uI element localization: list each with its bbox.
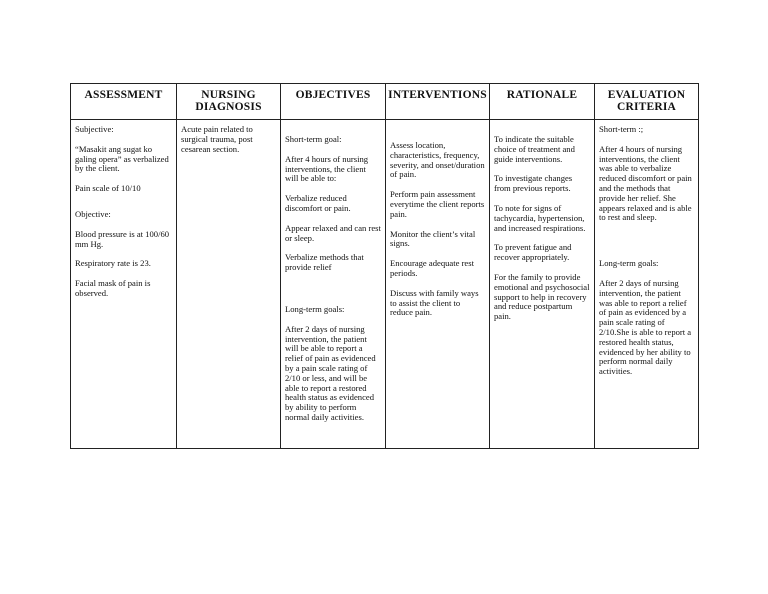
assessment-cell (71, 120, 177, 449)
intervention-item: Assess location, characteristics, frequency, severity, and onset/duration of pain. (390, 140, 487, 180)
evaluation-cell (595, 120, 699, 449)
header-rationale: RATIONALE (490, 84, 595, 120)
long-term-goal-text: After 2 days of nursing intervention, the patient will be able to report a relief of pain as evidenced by a pain scale rating of 2/10 or less, and will be able to report a restored health status as evidenced by ability to perform normal daily activities. (285, 323, 378, 422)
header-row (71, 84, 699, 120)
header-interventions: INTERVENTIONS (386, 84, 490, 120)
evaluation-long-label: Long-term goals: (599, 258, 659, 269)
pain-scale: Pain scale of 10/10 (75, 183, 141, 194)
objective-item: Verbalize methods that provide relief (285, 252, 366, 273)
interventions-cell (386, 120, 490, 449)
intervention-item: Monitor the client’s vital signs. (390, 228, 478, 249)
long-term-goal-label: Long-term goals: (285, 303, 345, 314)
diagnosis-cell (177, 120, 281, 449)
header-assessment: ASSESSMENT (71, 84, 177, 120)
objective-item: Appear relaxed and can rest or sleep. (285, 222, 384, 243)
intervention-item: Discuss with family ways to assist the client to reduce pain. (390, 287, 481, 318)
rationale-item: To investigate changes from previous reports. (494, 173, 575, 194)
intervention-item: Encourage adequate rest periods. (390, 258, 477, 278)
short-term-goal-intro: After 4 hours of nursing interventions, the client will be able to: (285, 153, 371, 184)
rationale-item: To indicate the suitable choice of treatment and guide interventions. (494, 134, 578, 164)
subjective-label: Subjective: (75, 124, 114, 134)
rationale-cell (490, 120, 595, 449)
objective-item: Verbalize reduced discomfort or pain. (285, 193, 351, 213)
rationale-item: To note for signs of tachycardia, hypertension, and increased respirations. (494, 202, 587, 233)
rationale-item: For the family to provide emotional and psychosocial support to help in recovery and reduce postpartum pain. (494, 271, 592, 322)
respiratory-rate: Respiratory rate is 23. (75, 258, 151, 269)
facial-mask: Facial mask of pain is observed. (75, 278, 153, 298)
evaluation-long-text: After 2 days of nursing intervention, the patient was able to report a relief of pain as evidenced by a pain scale rating of 2/10.She is able to report a restored health status, evidenced by her ability to perform normal daily activities. (599, 277, 694, 377)
client-quote: “Masakit ang sugat ko galing opera” as verbalized by the client. (75, 143, 171, 174)
header-objectives: OBJECTIVES (281, 84, 386, 120)
diagnosis-text: Acute pain related to surgical trauma, post cesarean section. (181, 124, 255, 154)
nursing-care-plan-table (70, 83, 699, 449)
blood-pressure: Blood pressure is at 100/60 mm Hg. (75, 228, 172, 249)
objectives-cell (281, 120, 386, 449)
header-nursing-diagnosis: NURSING DIAGNOSIS (177, 84, 281, 120)
intervention-item: Perform pain assessment everytime the client reports pain. (390, 189, 487, 219)
evaluation-short-label: Short-term :; (599, 124, 644, 134)
evaluation-short-text: After 4 hours of nursing interventions, the client was able to verbalize reduced discomfort or pain and the methods that provide her relief. She appears relaxed and is able to rest and sleep. (599, 143, 694, 223)
objective-label: Objective: (75, 208, 111, 219)
rationale-item: To prevent fatigue and recover appropriately. (494, 242, 574, 263)
content-row (71, 120, 699, 449)
header-evaluation-criteria: EVALUATION CRITERIA (595, 84, 699, 120)
short-term-goal-label: Short-term goal: (285, 134, 342, 144)
